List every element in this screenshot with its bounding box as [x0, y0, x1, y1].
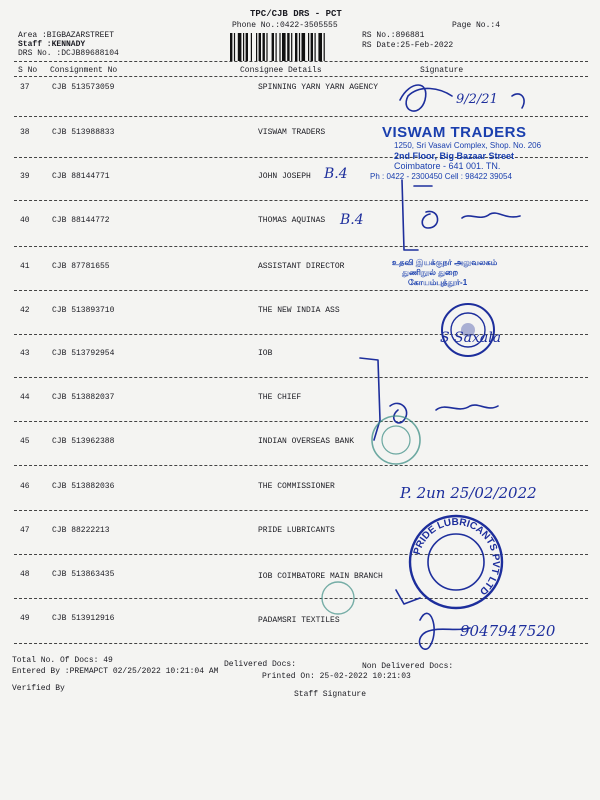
row-consignment: CJB 88144772	[52, 216, 110, 225]
page-number: Page No.:4	[452, 21, 501, 30]
non-delivered-docs: Non Delivered Docs:	[362, 662, 454, 671]
row-sno: 49	[20, 614, 30, 623]
row-consignment: CJB 513912916	[52, 614, 115, 623]
row-sno: 46	[20, 482, 30, 491]
viswam-stamp-address-3: Coimbatore - 641 001. TN.	[394, 161, 501, 171]
rs-number: RS No.:896881	[362, 31, 425, 40]
row-consignment: CJB 513573059	[52, 83, 115, 92]
row-sno: 48	[20, 570, 30, 579]
row-consignment: CJB 87781655	[52, 262, 110, 271]
row-consignee: INDIAN OVERSEAS BANK	[258, 437, 355, 446]
row-consignee: IOB COIMBATORE MAIN BRANCH	[258, 572, 383, 581]
row-consignee: ASSISTANT DIRECTOR	[258, 262, 345, 271]
signature-scribble	[512, 94, 524, 108]
verified-by: Verified By	[12, 684, 65, 693]
signature-scribble	[390, 403, 407, 423]
signature-scribble	[396, 590, 420, 604]
faded-seal-stamp	[322, 582, 354, 614]
delivered-docs: Delivered Docs:	[224, 660, 297, 669]
row-sno: 37	[20, 83, 30, 92]
staff-label: Staff :KENNADY	[18, 40, 86, 49]
row-consignee: PADAMSRI TEXTILES	[258, 616, 340, 625]
signature-scribble	[422, 211, 437, 228]
tamil-stamp-line-3: கோயம்புத்தூர்-1	[408, 278, 468, 287]
handwriting-signature-42: S Saxala	[440, 330, 502, 346]
handwriting-phone-49: 9047947520	[460, 622, 556, 640]
handwriting-initials-40: B.4	[340, 212, 364, 228]
viswam-stamp-address-1: 1250, Sri Vasavi Complex, Shop. No. 206	[394, 141, 542, 150]
tamil-stamp-line-1: உதவி இயக்குநர் அலுவலகம்	[392, 258, 498, 267]
viswam-stamp-name: VISWAM TRADERS	[382, 124, 527, 141]
row-consignee: THE CHIEF	[258, 393, 302, 402]
tamil-stamp-line-2: துணிநூல் துறை	[402, 268, 459, 277]
handwriting-signature-46: P. 2un 25/02/2022	[400, 484, 537, 502]
total-docs: Total No. Of Docs: 49	[12, 656, 113, 665]
row-sno: 42	[20, 306, 30, 315]
signature-scribble	[419, 613, 470, 649]
drs-number: DRS No. :DCJB89688104	[18, 49, 119, 58]
viswam-stamp-address-2: 2nd Floor, Big Bazaar Street	[394, 151, 515, 161]
row-consignment: CJB 513882036	[52, 482, 115, 491]
row-sno: 41	[20, 262, 30, 271]
row-consignee: SPINNING YARN YARN AGENCY	[258, 83, 379, 92]
row-consignment: CJB 513882037	[52, 393, 115, 402]
row-sno: 39	[20, 172, 30, 181]
column-header-consignee: Consignee Details	[240, 66, 322, 75]
viswam-stamp-phone: Ph : 0422 - 2300450 Cell : 98422 39054	[370, 172, 512, 181]
row-consignment: CJB 513962388	[52, 437, 115, 446]
round-seal-stamp	[442, 304, 494, 356]
row-consignee: IOB	[258, 349, 273, 358]
pride-lubricants-stamp	[410, 516, 502, 608]
row-sno: 38	[20, 128, 30, 137]
area-label: Area :BIGBAZARSTREET	[18, 31, 115, 40]
rs-date: RS Date:25-Feb-2022	[362, 41, 454, 50]
document-title: TPC/CJB DRS - PCT	[250, 9, 342, 19]
row-consignment: CJB 513988833	[52, 128, 115, 137]
row-consignee: PRIDE LUBRICANTS	[258, 526, 335, 535]
signature-scribble	[436, 405, 498, 410]
row-consignee: JOHN JOSEPH	[258, 172, 311, 181]
signature-scribble	[400, 85, 452, 111]
row-consignment: CJB 513893710	[52, 306, 115, 315]
faded-seal-stamp	[372, 416, 420, 464]
pride-stamp-text: PRIDE LUBRICANTS PVT LTD	[411, 516, 502, 597]
row-consignee: VISWAM TRADERS	[258, 128, 326, 137]
row-sno: 44	[20, 393, 30, 402]
column-header-sno: S No	[18, 66, 38, 75]
row-consignment: CJB 88222213	[52, 526, 110, 535]
handwriting-initials-39: B.4	[324, 166, 348, 182]
row-consignee: THE COMMISSIONER	[258, 482, 335, 491]
row-consignment: CJB 88144771	[52, 172, 110, 181]
column-header-consignment: Consignment No	[50, 66, 118, 75]
entered-by: Entered By :PREMAPCT 02/25/2022 10:21:04 AM	[12, 667, 219, 676]
printed-on: Printed On: 25-02-2022 10:21:03	[262, 672, 411, 681]
row-consignee: THOMAS AQUINAS	[258, 216, 326, 225]
row-consignment: CJB 513792954	[52, 349, 115, 358]
staff-signature-label: Staff Signature	[294, 690, 367, 699]
column-header-signature: Signature	[420, 66, 464, 75]
row-consignee: THE NEW INDIA ASS	[258, 306, 340, 315]
signature-scribble	[462, 213, 520, 218]
row-sno: 45	[20, 437, 30, 446]
pen-stroke	[360, 358, 380, 440]
row-sno: 43	[20, 349, 30, 358]
row-consignment: CJB 513863435	[52, 570, 115, 579]
row-sno: 47	[20, 526, 30, 535]
phone-number: Phone No.:0422-3505555	[232, 21, 338, 30]
row-sno: 40	[20, 216, 30, 225]
handwriting-date-37: 9/2/21	[456, 92, 498, 107]
